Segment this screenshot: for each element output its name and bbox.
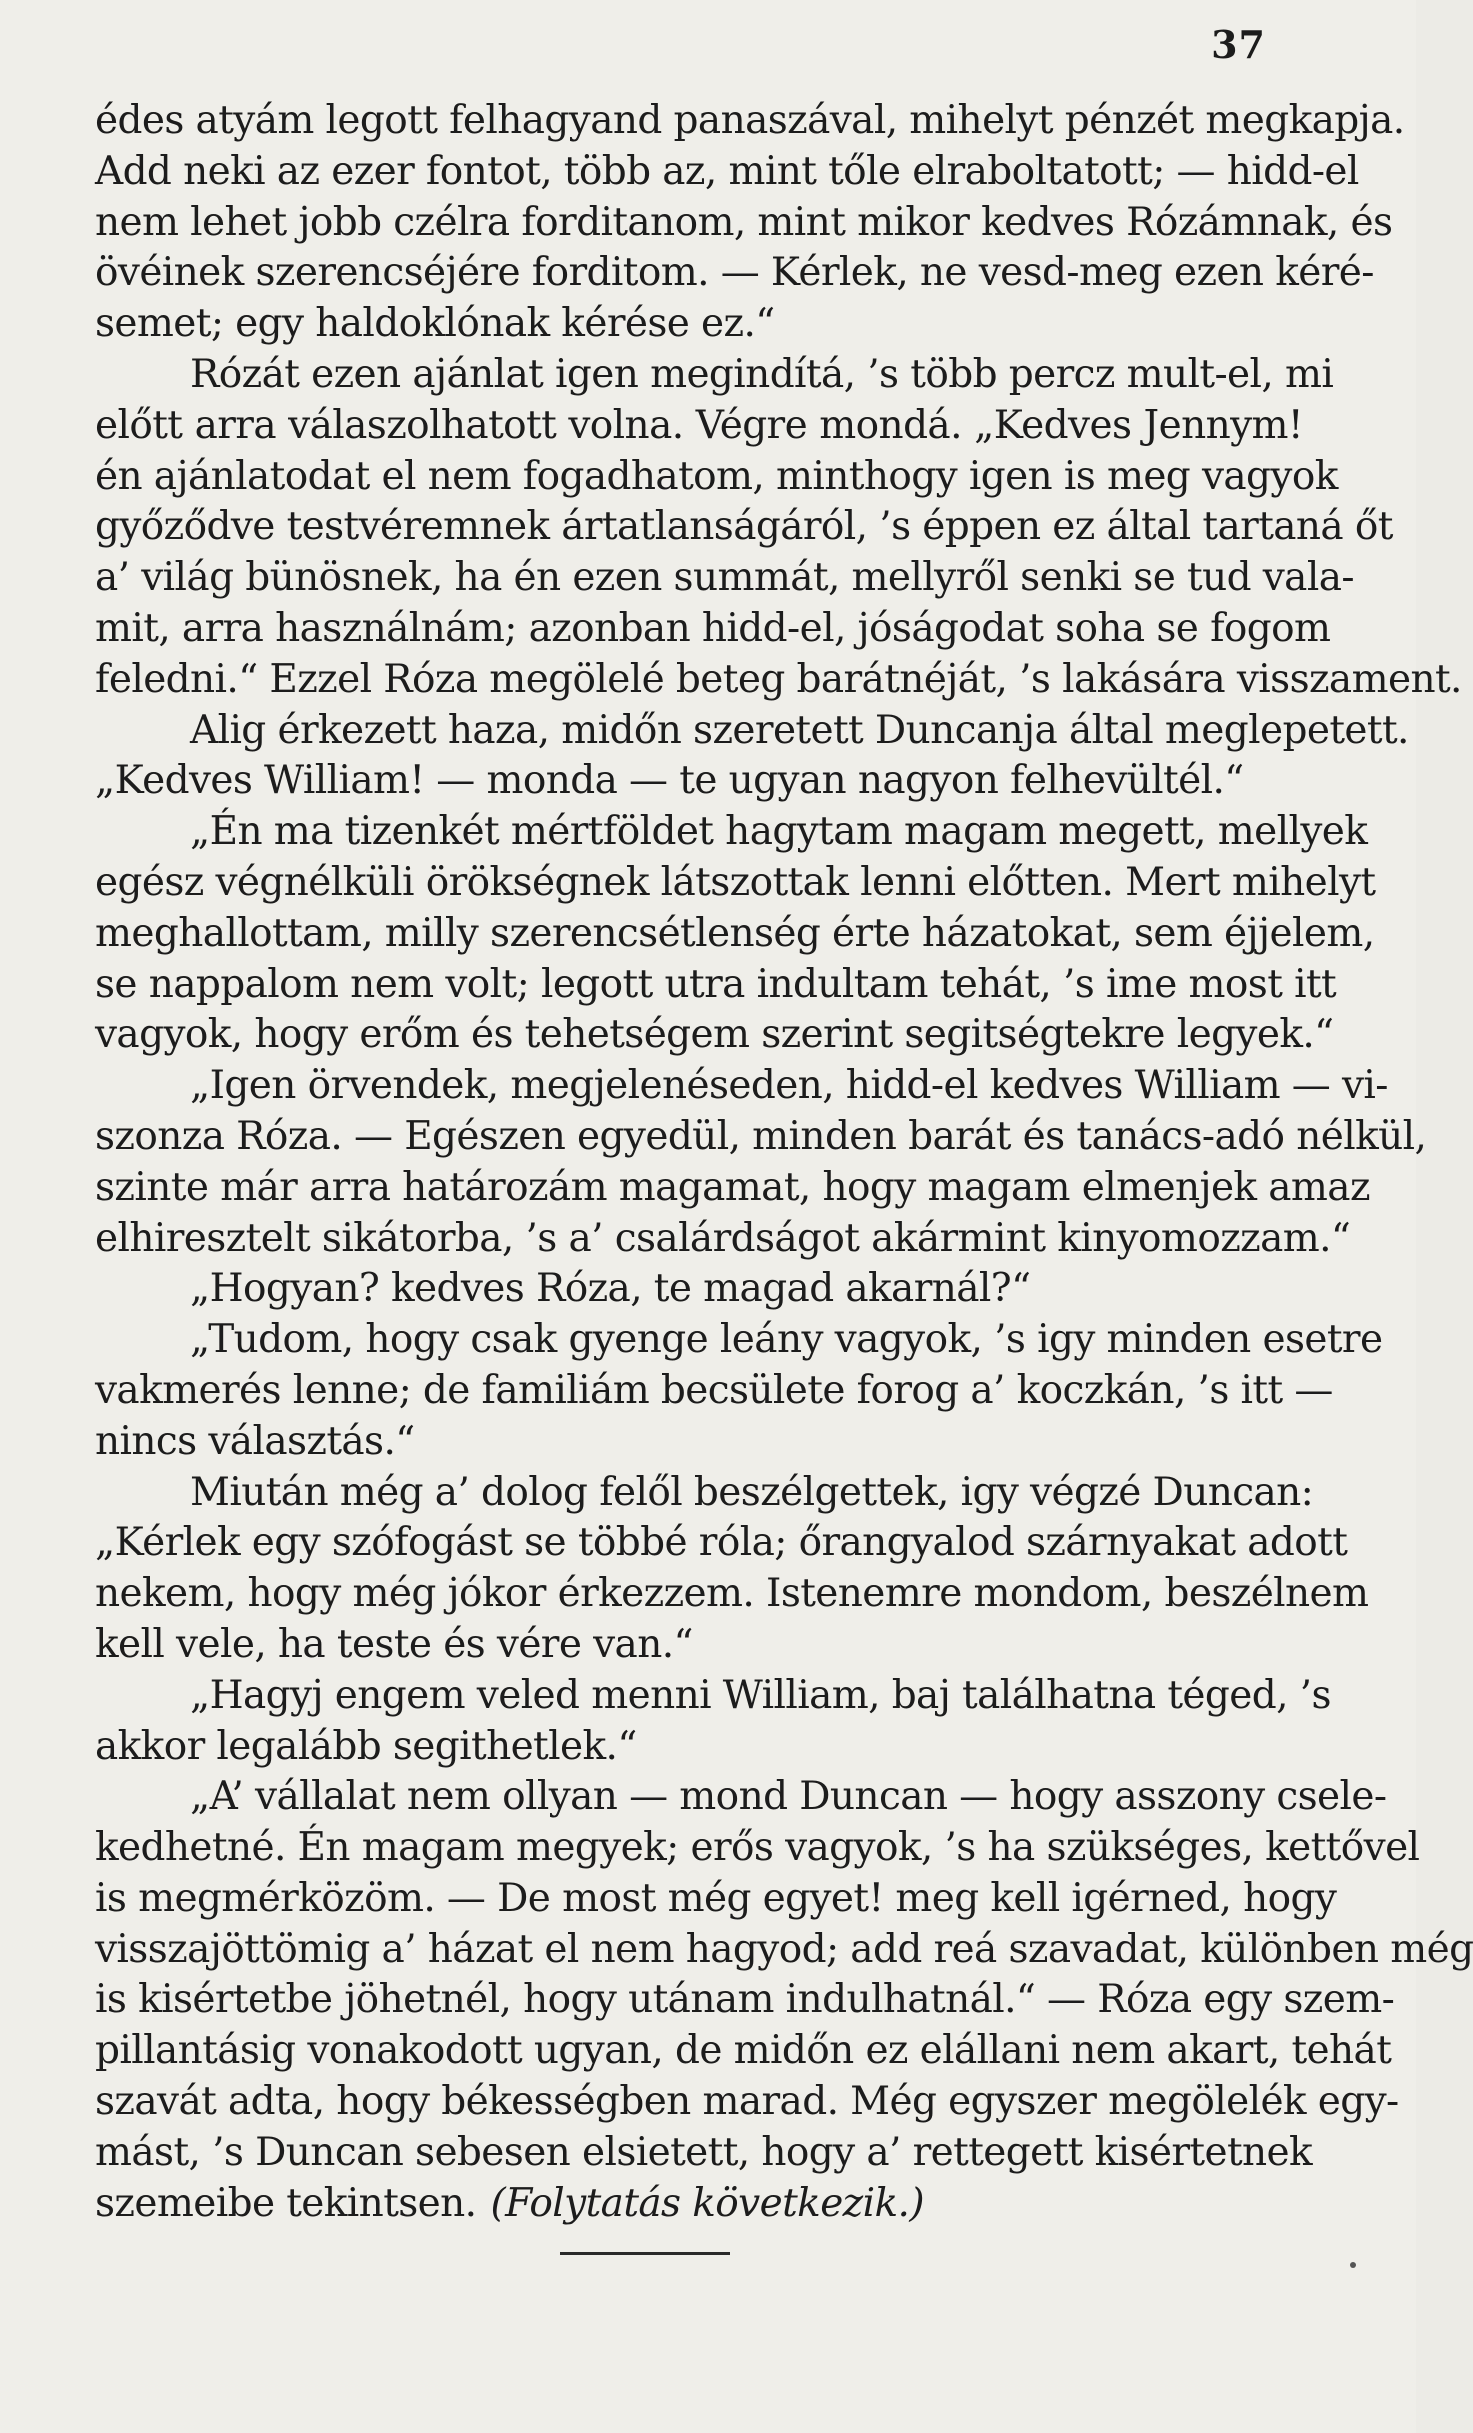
- page-number: 37: [1211, 22, 1266, 67]
- text-line: is megmérközöm. — De most még egyet! meg kell igérned, hogy: [95, 1875, 1337, 1921]
- text-line: nincs választás.“: [95, 1418, 415, 1464]
- text-line: szonza Róza. — Egészen egyedül, minden barát és tanács-adó nélkül,: [95, 1113, 1427, 1159]
- end-rule: [560, 2252, 730, 2255]
- body-text: [95, 96, 1473, 2229]
- text-line: mit, arra használnám; azonban hidd-el, jóságodat soha se fogom: [95, 605, 1331, 651]
- text-line: akkor legalább segithetlek.“: [95, 1723, 637, 1769]
- text-line: „Tudom, hogy csak gyenge leány vagyok, ’s igy minden esetre: [190, 1317, 1383, 1363]
- text-line: se nappalom nem volt; legott utra indultam tehát, ’s ime most itt: [95, 961, 1337, 1007]
- text-line: szavát adta, hogy békességben marad. Még egyszer megölelék egy-: [95, 2079, 1399, 2125]
- text-line: nem lehet jobb czélra forditanom, mint mikor kedves Rózámnak, és: [95, 199, 1393, 245]
- text-line: pillantásig vonakodott ugyan, de midőn ez elállani nem akart, tehát: [95, 2028, 1392, 2074]
- text-line: vakmerés lenne; de familiám becsülete forog a’ koczkán, ’s itt —: [95, 1367, 1333, 1413]
- text-line: semet; egy haldoklónak kérése ez.“: [95, 301, 775, 347]
- paper-speck: [1350, 2262, 1356, 2268]
- text-line: vagyok, hogy erőm és tehetségem szerint segitségtekre legyek.“: [95, 1012, 1334, 1058]
- text-line: kedhetné. Én magam megyek; erős vagyok, ’s ha szükséges, kettővel: [95, 1825, 1420, 1871]
- text-line: én ajánlatodat el nem fogadhatom, minthogy igen is meg vagyok: [95, 453, 1338, 499]
- text-line: „Kedves William! — monda — te ugyan nagyon felhevültél.“: [95, 758, 1244, 804]
- text-line: „Hogyan? kedves Róza, te magad akarnál?“: [190, 1266, 1031, 1312]
- text-line-end: szemeibe tekintsen.: [95, 2180, 477, 2226]
- text-line: Add neki az ezer fontot, több az, mint tőle elraboltatott; — hidd-el: [95, 148, 1359, 194]
- text-line: „Igen örvendek, megjelenéseden, hidd-el kedves William — vi-: [190, 1063, 1388, 1109]
- text-line: előtt arra válaszolhatott volna. Végre mondá. „Kedves Jennym!: [95, 402, 1303, 448]
- text-line: „Hagyj engem veled menni William, baj találhatna téged, ’s: [190, 1672, 1331, 1718]
- text-line: Miután még a’ dolog felől beszélgettek, igy végzé Duncan:: [190, 1469, 1314, 1515]
- text-line: „Én ma tizenkét mértföldet hagytam magam megett, mellyek: [190, 809, 1368, 855]
- text-line: nekem, hogy még jókor érkezzem. Istenemre mondom, beszélnem: [95, 1571, 1369, 1617]
- text-line: övéinek szerencséjére forditom. — Kérlek, ne vesd-meg ezen kéré-: [95, 250, 1374, 296]
- continuation-note: (Folytatás következik.): [490, 2180, 924, 2226]
- text-line: meghallottam, milly szerencsétlenség érte házatokat, sem éjjelem,: [95, 910, 1375, 956]
- text-line-final: [95, 2179, 1303, 2230]
- text-line: szinte már arra határozám magamat, hogy magam elmenjek amaz: [95, 1164, 1370, 1210]
- text-line: győződve testvéremnek ártatlanságáról, ’s éppen ez által tartaná őt: [95, 504, 1393, 550]
- text-line: „Kérlek egy szófogást se többé róla; őrangyalod szárnyakat adott: [95, 1520, 1348, 1566]
- text-line: feledni.“ Ezzel Róza megölelé beteg barátnéját, ’s lakására visszament.: [95, 656, 1462, 702]
- text-line: is kisértetbe jöhetnél, hogy utánam indulhatnál.“ — Róza egy szem-: [95, 1977, 1395, 2023]
- text-line: kell vele, ha teste és vére van.“: [95, 1621, 693, 1667]
- text-line: a’ világ bünösnek, ha én ezen summát, mellyről senki se tud vala-: [95, 555, 1354, 601]
- text-line: elhiresztelt sikátorba, ’s a’ csalárdságot akármint kinyomozzam.“: [95, 1215, 1351, 1261]
- text-line: édes atyám legott felhagyand panaszával, mihelyt pénzét megkapja.: [95, 98, 1405, 143]
- text-line: mást, ’s Duncan sebesen elsietett, hogy a’ rettegett kisértetnek: [95, 2129, 1313, 2175]
- text-line: Rózát ezen ajánlat igen megindítá, ’s több percz mult-el, mi: [190, 351, 1334, 397]
- text-line: egész végnélküli örökségnek látszottak lenni előtten. Mert mihelyt: [95, 859, 1376, 905]
- text-line: visszajöttömig a’ házat el nem hagyod; add reá szavadat, különben még: [95, 1926, 1473, 1972]
- text-line: „A’ vállalat nem ollyan — mond Duncan — hogy asszony csele-: [190, 1774, 1387, 1820]
- text-line: Alig érkezett haza, midőn szeretett Duncanja által meglepetett.: [190, 707, 1409, 753]
